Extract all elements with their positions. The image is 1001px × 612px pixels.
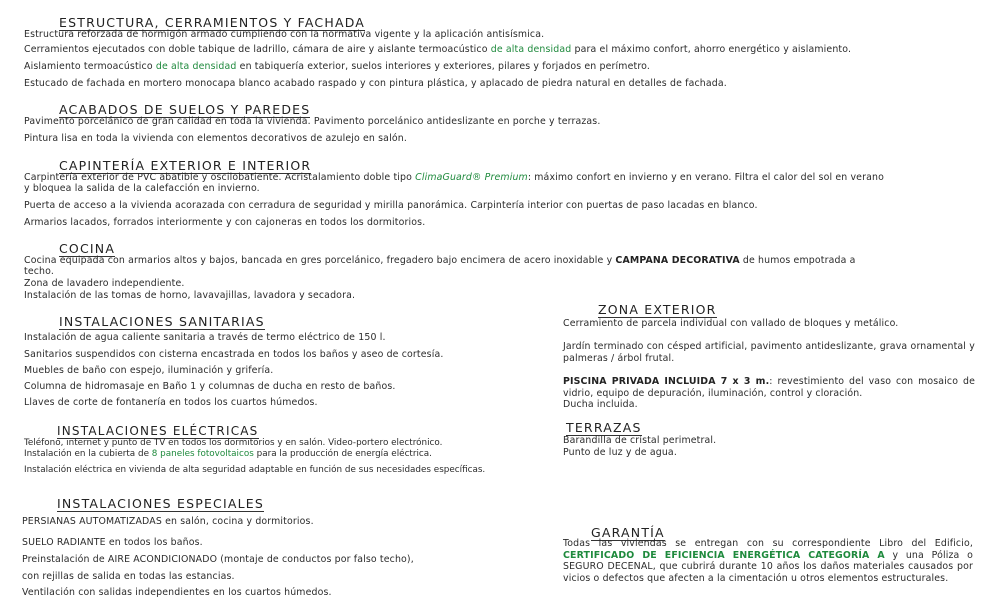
text: para la producción de energía eléctrica. <box>253 449 432 459</box>
highlight: de alta densidad <box>155 61 237 72</box>
cocina-line-3: Instalación de las tomas de horno, lavavajillas, lavadora y secadora. <box>24 290 356 301</box>
heading-garantia: GARANTÍA <box>591 525 665 540</box>
text: en todos los baños. <box>105 537 203 548</box>
text: PERSIANAS AUTOMATIZADAS <box>22 516 162 527</box>
garantia-text <box>563 538 973 584</box>
especiales-line-3 <box>22 554 414 566</box>
text: Cocina equipada con armarios altos y bajos, bancada en gres porcelánico, fregadero bajo encimera de acero inoxidable y <box>24 255 616 266</box>
text: (montaje de conductos por falso techo), <box>217 554 414 565</box>
especiales-line-2 <box>22 537 203 549</box>
electricas-line-1: Teléfono, internet y punto de TV en todos los dormitorios y en salón. Video-portero electrónico. <box>24 438 443 448</box>
sanitarias-item: Sanitarios suspendidos con cisterna encastrada en todos los baños y aseo de cortesía. <box>24 349 444 360</box>
certificate-highlight: CERTIFICADO DE EFICIENCIA ENERGÉTICA CATEGORÍA A <box>563 549 885 561</box>
brand-climaguard: ClimaGuard® Premium <box>415 172 528 183</box>
exterior-line-4: Ducha incluida. <box>563 399 638 410</box>
heading-carpinteria: CAPINTERÍA EXTERIOR E INTERIOR <box>59 158 312 173</box>
heading-exterior: ZONA EXTERIOR <box>598 302 717 317</box>
carpinteria-line-2: Puerta de acceso a la vivienda acorazada con cerradura de seguridad y mirilla panorámica. Carpintería interior con puertas de paso lacadas en blanco. <box>24 200 758 211</box>
heading-especiales: INSTALACIONES ESPECIALES <box>57 496 265 511</box>
carpinteria-line-3: Armarios lacados, forrados interiormente y con cajoneras en todos los dormitorios. <box>24 217 426 228</box>
cocina-line-2: Zona de lavadero independiente. <box>24 278 185 289</box>
text: Todas las viviendas se entregan con su correspondiente Libro del Edificio, <box>563 538 973 549</box>
sanitarias-item: Muebles de baño con espejo, iluminación y grifería. <box>24 365 274 376</box>
text: : revestimiento del vaso con mosaico de vidrio, equipo de depuración, iluminación, control y cloración. <box>563 376 975 399</box>
heading-electricas: INSTALACIONES ELÉCTRICAS <box>57 424 259 438</box>
text: y una Póliza o SEGURO DECENAL, que cubrirá durante 10 años los daños materiales causados por vicios o defectos que afecten a la cimentación u otros elementos estructurales. <box>563 549 973 584</box>
text: Preinstalación de <box>22 554 108 565</box>
sanitarias-item: Columna de hidromasaje en Baño 1 y columnas de ducha en resto de baños. <box>24 381 396 392</box>
text: Instalación en la cubierta de <box>24 449 152 459</box>
especiales-line-1 <box>22 516 314 528</box>
text: de humos empotrada a <box>739 255 856 266</box>
acabados-line-2: Pintura lisa en toda la vivienda con elementos decorativos de azulejo en salón. <box>24 133 407 144</box>
electricas-line-3: Instalación eléctrica en vivienda de alta seguridad adaptable en función de sus necesidades específicas. <box>24 465 486 475</box>
especiales-line-5: Ventilación con salidas independientes en los cuartos húmedos. <box>22 587 332 598</box>
estructura-line-2 <box>24 44 851 56</box>
estructura-line-1: Estructura reforzada de hormigón armado cumpliendo con la normativa vigente y la aplicación antisísmica. <box>24 29 545 40</box>
pool-highlight: PISCINA PRIVADA INCLUIDA 7 x 3 m. <box>563 376 770 387</box>
text: : máximo confort en invierno y en verano. Filtra el calor del sol en verano <box>527 172 884 183</box>
cocina-line-1b: techo. <box>24 266 54 277</box>
highlight: CAMPANA DECORATIVA <box>615 255 740 266</box>
carpinteria-line-1b: y bloquea la salida de la calefacción en invierno. <box>24 183 260 194</box>
highlight: de alta densidad <box>490 44 572 55</box>
sanitarias-item: Instalación de agua caliente sanitaria a través de termo eléctrico de 150 l. <box>24 332 386 343</box>
terrazas-line-2: Punto de luz y de agua. <box>563 447 677 458</box>
especiales-line-4: con rejillas de salida en todas las estancias. <box>22 571 235 582</box>
exterior-line-2: Jardín terminado con césped artificial, pavimento antideslizante, grava ornamental y palmeras / árbol frutal. <box>563 341 975 364</box>
estructura-line-4: Estucado de fachada en mortero monocapa blanco acabado raspado y con pintura plástica, y aplacado de piedra natural en detalles de fachada. <box>24 78 727 89</box>
electricas-line-2 <box>24 449 432 461</box>
acabados-line-1: Pavimento porcelánico de gran calidad en toda la vivienda. Pavimento porcelánico antideslizante en porche y terrazas. <box>24 116 601 127</box>
heading-cocina: COCINA <box>59 241 116 256</box>
exterior-line-3 <box>563 376 975 399</box>
highlight: 8 paneles fotovoltaicos <box>151 449 254 459</box>
text: en tabiquería exterior, suelos interiores y exteriores, pilares y forjados en perímetro. <box>236 61 650 72</box>
terrazas-line-1: Barandilla de cristal perimetral. <box>563 435 717 446</box>
text: Aislamiento termoacústico <box>24 61 156 72</box>
sanitarias-item: Llaves de corte de fontanería en todos los cuartos húmedos. <box>24 397 318 408</box>
text: para el máximo confort, ahorro energético y aislamiento. <box>571 44 852 55</box>
text: en salón, cocina y dormitorios. <box>161 516 314 527</box>
heading-terrazas: TERRAZAS <box>566 420 642 435</box>
text: Cerramientos ejecutados con doble tabique de ladrillo, cámara de aire y aislante termoacústico <box>24 44 491 55</box>
text: SUELO RADIANTE <box>22 537 106 548</box>
heading-sanitarias: INSTALACIONES SANITARIAS <box>59 314 265 329</box>
text: Carpintería exterior de PVC abatible y oscilobatiente. Acristalamiento doble tipo <box>24 172 416 183</box>
heading-estructura: ESTRUCTURA, CERRAMIENTOS Y FACHADA <box>59 15 366 30</box>
text: AIRE ACONDICIONADO <box>107 554 218 565</box>
estructura-line-3 <box>24 61 650 73</box>
heading-acabados: ACABADOS DE SUELOS Y PAREDES <box>59 102 311 117</box>
exterior-line-1: Cerramiento de parcela individual con vallado de bloques y metálico. <box>563 318 899 329</box>
cocina-line-1 <box>24 255 856 267</box>
